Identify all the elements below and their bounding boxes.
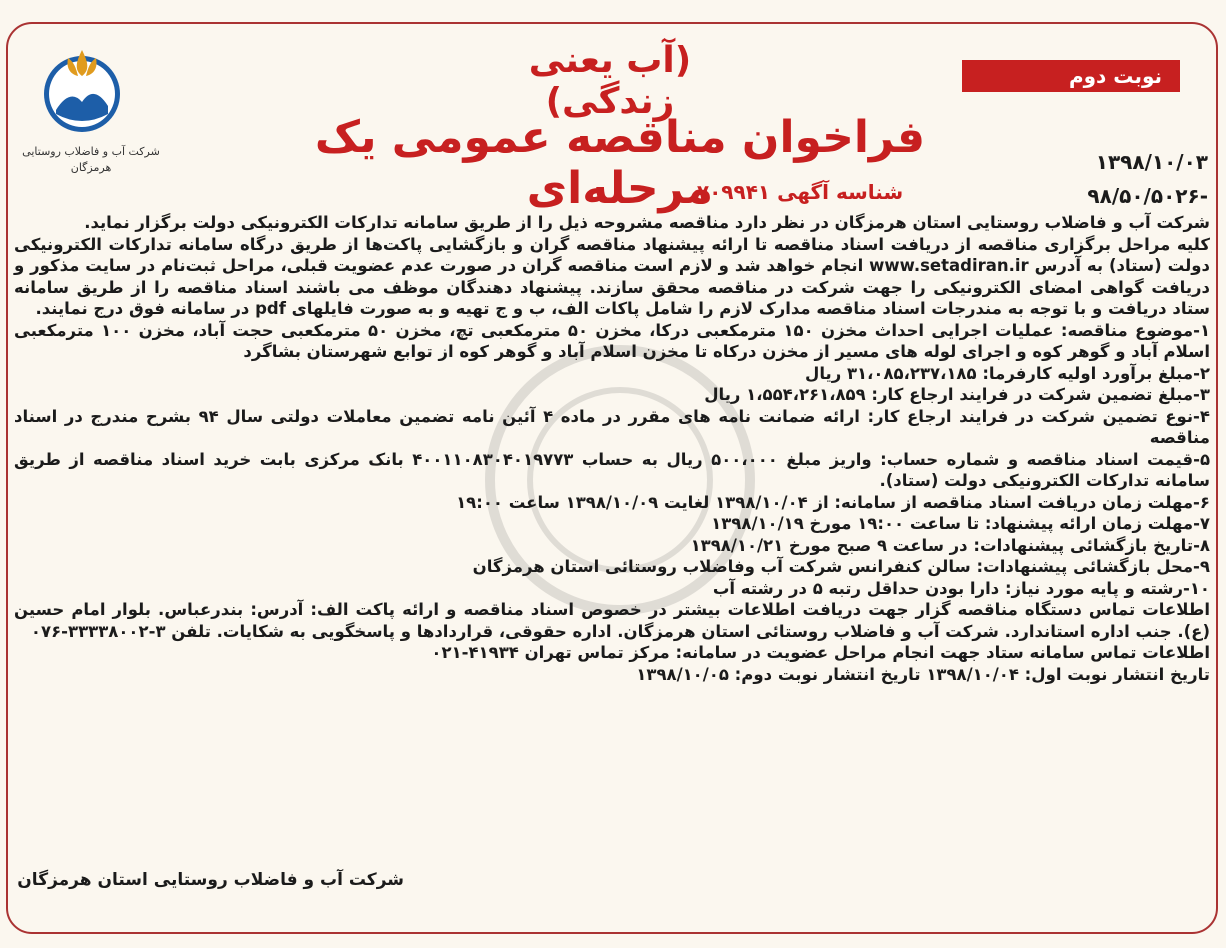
ad-body <box>14 212 1210 685</box>
contact-line: اطلاعات تماس دستگاه مناقصه گزار جهت دریافت اطلاعات بیشتر در خصوص اسناد مناقصه و ارائه پاکت الف: آدرس: بندرعباس. بلوار امام حسین (ع). جنب اداره استاندارد. شرکت آب و فاضلاب روستائی استان هرمزگان. اداره حقوقی، قراردادها و پاسخگویی به شکایات. تلفن ۳-۳۳۳۳۸۰۰۲-۰۷۶ <box>14 600 1210 641</box>
signature: شرکت آب و فاضلاب روستایی استان هرمزگان <box>17 870 404 890</box>
slogan: (آب یعنی زندگی) <box>528 40 692 122</box>
tender-items <box>14 320 1210 600</box>
list-item: ۹-محل بازگشائی پیشنهادات: سالن کنفرانس شرکت آب وفاضلاب روستائی استان هرمزگان <box>472 557 1210 576</box>
ad-date: ۱۳۹۸/۱۰/۰۳ <box>1095 150 1208 174</box>
ad-code: -۹۸/۵۰/۵۰۲۶ <box>1087 184 1208 208</box>
list-item: ۶-مهلت زمان دریافت اسناد مناقصه از سامانه: از ۱۳۹۸/۱۰/۰۴ لغایت ۱۳۹۸/۱۰/۰۹ ساعت ۱۹:۰۰ <box>456 492 1210 512</box>
list-item: ۱۰-رشته و پایه مورد نیاز: دارا بودن حداقل رتبه ۵ در رشته آب <box>712 578 1210 598</box>
ad-id: شناسه آگهی ۷۰۹۹۴۱ <box>696 180 904 204</box>
list-item: ۳-مبلغ تضمین شرکت در فرایند ارجاع کار: ۱،۵۵۴،۲۶۱،۸۵۹ ریال <box>704 385 1210 404</box>
page-title: فراخوان مناقصه عمومی یک مرحله‌ای <box>314 112 926 214</box>
intro-paragraph: کلیه مراحل برگزاری مناقصه از دریافت اسناد مناقصه تا ارائه پیشنهاد مناقصه گران و بازگشایی پاکت‌ها از طریق درگاه سامانه تدارکات الکترونیکی دولت (ستاد) به آدرس www.setadiran.ir انجام خواهد شد و لازم است مناقصه گران در صورت عدم عضویت قبلی، مراحل ثبت‌نام در سایت مذکور و دریافت گواهی امضای الکترونیکی را جهت شرکت در مناقصه محقق سازند. پیشنهاد دهندگان موظف می باشند اسناد مناقصه را از طریق سامانه ستاد دریافت و با توجه به مندرجات اسناد مناقصه مدارک لازم را شامل پاکات الف، ب و ج تهیه و به صورت فایلهای pdf در سامانه فوق درج نمایند. <box>14 234 1210 318</box>
publish-dates: تاریخ انتشار نوبت اول: ۱۳۹۸/۱۰/۰۴ تاریخ انتشار نوبت دوم: ۱۳۹۸/۱۰/۰۵ <box>636 664 1210 684</box>
list-item: ۸-تاریخ بازگشائی پیشنهادات: در ساعت ۹ صبح مورخ ۱۳۹۸/۱۰/۲۱ <box>690 535 1210 555</box>
list-item: ۷-مهلت زمان ارائه پیشنهاد: تا ساعت ۱۹:۰۰ مورخ ۱۳۹۸/۱۰/۱۹ <box>711 514 1210 533</box>
intro-paragraph: شرکت آب و فاضلاب روستایی استان هرمزگان در نظر دارد مناقصه مشروحه ذیل را از طریق سامانه تدارکات الکترونیکی دولت برگزار نماید. <box>84 213 1210 232</box>
water-drop-logo-icon <box>40 44 124 136</box>
list-item: ۵-قیمت اسناد مناقصه و شماره حساب: واریز مبلغ ۵۰۰،۰۰۰ ریال به حساب ۴۰۰۱۱۰۸۳۰۴۰۱۹۷۷۳ بانک مرکزی بابت خرید اسناد مناقصه از طریق سامانه تدارکات الکترونیکی دولت (ستاد). <box>14 449 1211 490</box>
list-item: ۱-موضوع مناقصه: عملیات اجرایی احداث مخزن ۱۵۰ مترمکعبی درکا، مخزن ۵۰ مترمکعبی تچ، مخزن ۵۰ مترمکعبی حجت آباد، مخزن ۱۰۰ مترمکعبی اسلام آباد و گوهر کوه و اجرای لوله های مسیر از مخزن درکاه تا مخزن اسلام آباد و گوهر کوه از توابع شهرستان بشاگرد <box>14 320 1211 361</box>
logo-caption: شرکت آب و فاضلاب روستایی هرمزگان <box>22 145 160 174</box>
contact-line: اطلاعات تماس سامانه ستاد جهت انجام مراحل عضویت در سامانه: مرکز تماس تهران ۴۱۹۳۴-۰۲۱ <box>431 643 1210 662</box>
round-badge: نوبت دوم <box>962 60 1180 92</box>
list-item: ۴-نوع تضمین شرکت در فرایند ارجاع کار: ارائه ضمانت نامه های مقرر در ماده ۴ آئین نامه تضمین معاملات دولتی سال ۹۴ بشرح مندرج در اسناد مناقصه <box>14 406 1210 447</box>
contact-info <box>14 599 1210 685</box>
list-item: ۲-مبلغ برآورد اولیه کارفرما: ۳۱،۰۸۵،۲۳۷،۱۸۵ ریال <box>805 363 1210 383</box>
